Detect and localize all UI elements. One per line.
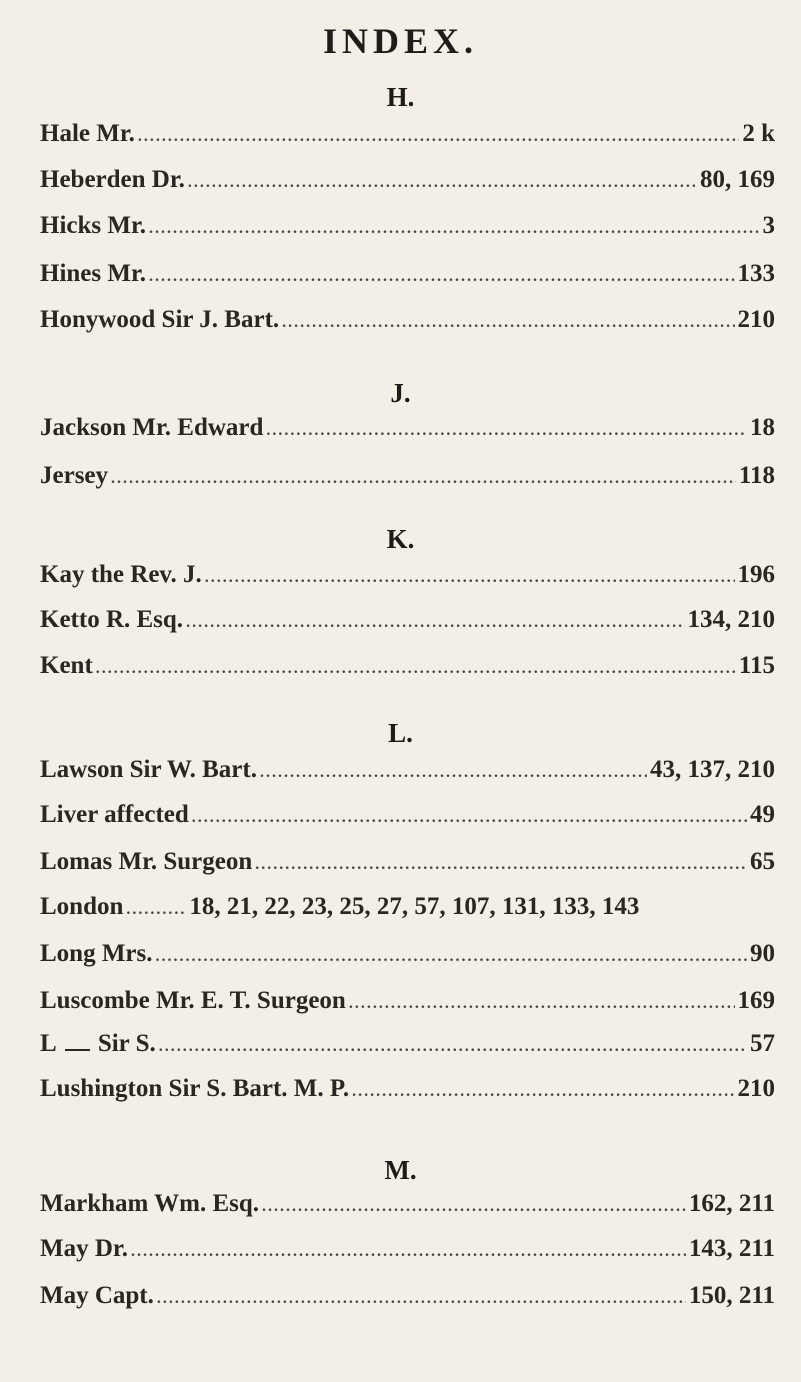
entry-pages: 143, 211 bbox=[688, 1235, 775, 1262]
entry-pages: 134, 210 bbox=[687, 606, 775, 633]
entry-pages: 57 bbox=[750, 1030, 775, 1057]
index-entry bbox=[40, 1282, 775, 1318]
entry-name: Lawson Sir W. Bart. bbox=[40, 756, 257, 783]
page-title: INDEX. bbox=[322, 21, 478, 61]
index-entry bbox=[40, 1030, 775, 1066]
entry-name: Lushington Sir S. Bart. M. P. bbox=[40, 1075, 350, 1102]
leader-dots bbox=[188, 174, 697, 192]
entry-name: Long Mrs. bbox=[40, 940, 153, 967]
entry-name: Jackson Mr. Edward bbox=[40, 414, 264, 441]
entry-name: May Dr. bbox=[40, 1235, 128, 1262]
index-entry bbox=[40, 1075, 775, 1111]
index-entry bbox=[40, 987, 775, 1023]
leader-dots bbox=[159, 1038, 747, 1056]
index-entry bbox=[40, 166, 775, 202]
leader-dots bbox=[138, 128, 739, 146]
index-entry bbox=[40, 120, 775, 156]
section-letter-j: J. bbox=[390, 378, 411, 408]
leader-dots bbox=[260, 764, 647, 782]
entry-pages: 2 k bbox=[742, 120, 775, 147]
entry-pages: 196 bbox=[737, 561, 775, 588]
leader-dots bbox=[349, 995, 735, 1013]
entry-pages: 169 bbox=[737, 987, 775, 1014]
index-entry bbox=[40, 801, 775, 837]
leader-dots bbox=[255, 856, 747, 874]
entry-name: Heberden Dr. bbox=[40, 166, 185, 193]
index-entry bbox=[40, 212, 775, 248]
leader-dots bbox=[131, 1243, 686, 1261]
entry-name: Lomas Mr. Surgeon bbox=[40, 848, 253, 875]
entry-name: London bbox=[40, 893, 124, 920]
entry-pages: 80, 169 bbox=[700, 166, 775, 193]
entry-name: Markham Wm. Esq. bbox=[40, 1190, 260, 1217]
leader-dots bbox=[282, 314, 734, 332]
index-entry bbox=[40, 1235, 775, 1271]
entry-pages: 65 bbox=[750, 848, 775, 875]
leader-dots bbox=[352, 1083, 734, 1101]
leader-dots bbox=[157, 1290, 686, 1308]
entry-name: Kay the Rev. J. bbox=[40, 561, 202, 588]
entry-name: Hines Mr. bbox=[40, 260, 147, 287]
entry-name: Jersey bbox=[40, 462, 109, 489]
entry-pages: 115 bbox=[738, 652, 775, 679]
index-entry bbox=[40, 606, 775, 642]
leader-dots bbox=[186, 614, 684, 632]
leader-dots bbox=[192, 809, 747, 827]
entry-name: Honywood Sir J. Bart. bbox=[40, 306, 280, 333]
index-entry bbox=[40, 414, 775, 450]
index-entry bbox=[40, 306, 775, 342]
leader-dots bbox=[149, 268, 734, 286]
entry-pages: 150, 211 bbox=[688, 1282, 775, 1309]
entry-pages: 133 bbox=[737, 260, 775, 287]
entry-name: Liver affected bbox=[40, 801, 189, 828]
index-entry bbox=[40, 756, 775, 792]
entry-name: Kent bbox=[40, 652, 93, 679]
entry-name: Luscombe Mr. E. T. Surgeon bbox=[40, 987, 346, 1014]
index-entry bbox=[40, 1190, 775, 1226]
entry-pages: 90 bbox=[750, 940, 775, 967]
leader-dots bbox=[149, 220, 759, 238]
section-letter-h: H. bbox=[386, 82, 415, 112]
entry-pages: 3 bbox=[762, 212, 775, 239]
section-letter-k: K. bbox=[386, 524, 415, 554]
index-entry bbox=[40, 940, 775, 976]
entry-pages: 43, 137, 210 bbox=[650, 756, 775, 783]
blank-dash bbox=[65, 1049, 90, 1051]
entry-name: L bbox=[40, 1030, 57, 1057]
entry-name: Hale Mr. bbox=[40, 120, 135, 147]
leader-dots bbox=[266, 422, 747, 440]
entry-pages: 118 bbox=[738, 462, 775, 489]
leader-dots bbox=[111, 470, 736, 488]
leader-dots bbox=[96, 660, 736, 678]
leader-dots bbox=[205, 569, 735, 587]
entry-pages: 49 bbox=[750, 801, 775, 828]
entry-pages: 210 bbox=[737, 1075, 775, 1102]
index-entry bbox=[40, 561, 775, 597]
section-letter-l: L. bbox=[388, 718, 413, 748]
entry-name: May Capt. bbox=[40, 1282, 154, 1309]
leader-dots bbox=[262, 1198, 686, 1216]
index-entry bbox=[40, 848, 775, 884]
leader-dots bbox=[156, 948, 748, 966]
index-entry bbox=[40, 260, 775, 296]
index-entry bbox=[40, 462, 775, 498]
entry-pages: 162, 211 bbox=[688, 1190, 775, 1217]
entry-name: Hicks Mr. bbox=[40, 212, 147, 239]
index-entry bbox=[40, 652, 775, 688]
entry-pages: 210 bbox=[737, 306, 775, 333]
entry-name-suffix: Sir S. bbox=[97, 1030, 156, 1057]
entry-pages: 18 bbox=[750, 414, 775, 441]
index-entry bbox=[40, 893, 775, 929]
entry-pages: 18, 21, 22, 23, 25, 27, 57, 107, 131, 133, 143 bbox=[189, 893, 640, 920]
section-letter-m: M. bbox=[384, 1155, 417, 1185]
entry-name: Ketto R. Esq. bbox=[40, 606, 184, 633]
leader-dots bbox=[126, 901, 186, 919]
